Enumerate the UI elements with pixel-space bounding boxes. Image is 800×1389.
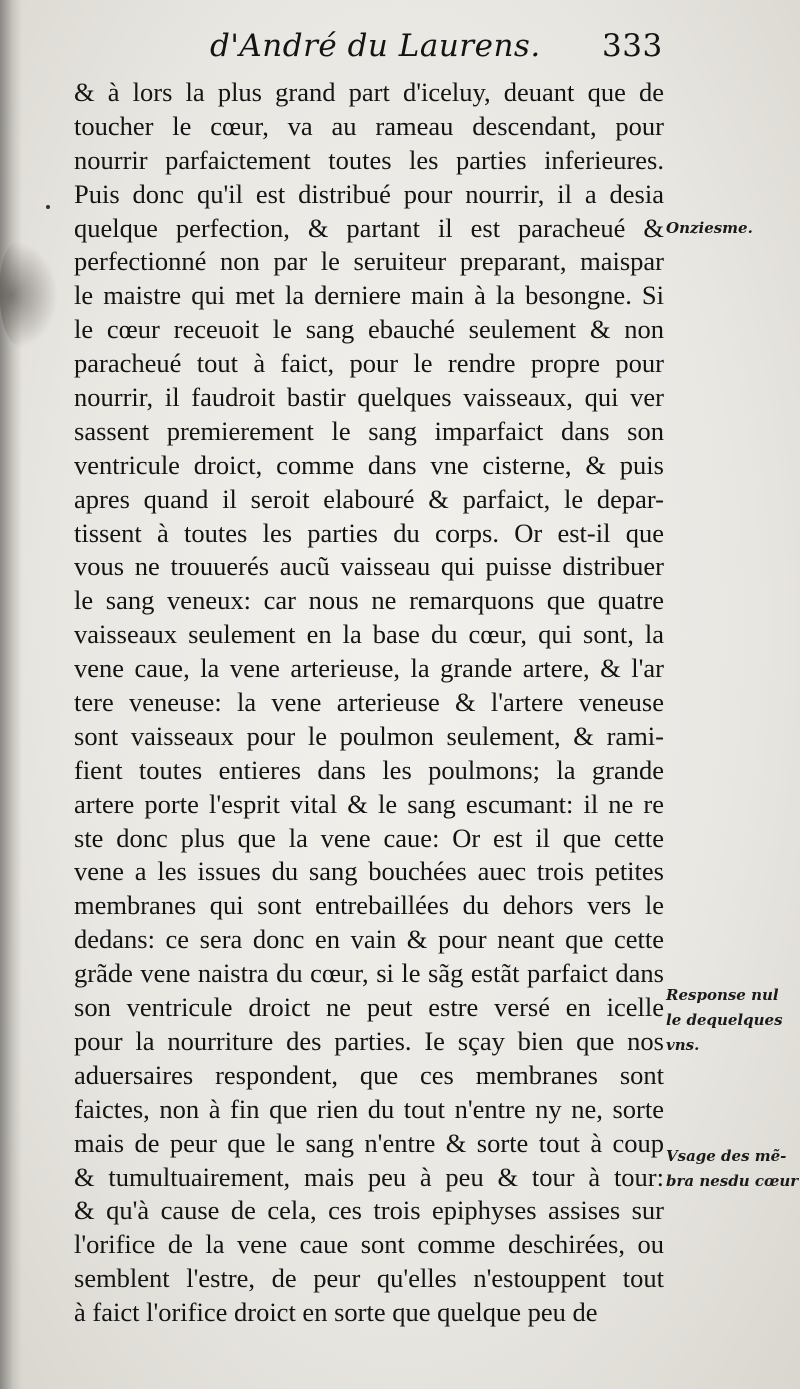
page-number: 333 xyxy=(602,28,663,64)
text-line: vene a les issues du sang bouchées auec trois petites xyxy=(74,856,664,887)
margin-note-usage xyxy=(666,1144,799,1194)
margin-note-line: vns. xyxy=(666,1036,700,1054)
text-line: membranes qui sont entrebaillées du dehors vers le xyxy=(74,890,664,921)
text-line: l'orifice de la vene caue sont comme deschirées, ou xyxy=(74,1229,664,1260)
text-line: le sang veneux: car nous ne remarquons que quatre xyxy=(74,585,664,616)
margin-note-line: Vsage des mẽ- xyxy=(666,1147,787,1165)
text-line: dedans: ce sera donc en vain & pour neant que cette xyxy=(74,924,664,955)
running-title: d'André du Laurens. xyxy=(210,28,541,64)
text-line: tissent à toutes les parties du corps. Or est-il que xyxy=(74,517,664,548)
running-head xyxy=(210,22,663,74)
text-line: & tumultuairement, mais peu à peu & tour à tour: xyxy=(74,1161,664,1192)
text-line: pour la nourriture des parties. Ie sçay bien que nos xyxy=(74,1025,664,1056)
text-line: tere veneuse: la vene arterieuse & l'artere veneuse xyxy=(74,687,664,718)
body-text xyxy=(74,76,664,1330)
text-line: sont vaisseaux pour le poulmon seulement, & rami- xyxy=(74,720,664,751)
text-line: nourrir, il faudroit bastir quelques vaisseaux, qui ver xyxy=(74,382,664,413)
ink-stain xyxy=(0,240,58,350)
text-line: aduersaires respondent, que ces membranes sont xyxy=(74,1059,664,1090)
page-gutter-shadow xyxy=(0,0,22,1389)
text-line: & à lors la plus grand part d'iceluy, deuant que de xyxy=(74,77,664,107)
text-line: nourrir parfaictement toutes les parties inferieures. xyxy=(74,144,664,175)
text-line: paracheué tout à faict, pour le rendre propre pour xyxy=(74,348,664,379)
margin-note-line: Response nul xyxy=(666,986,779,1004)
text-line: perfectionné non par le seruiteur preparant, maispar xyxy=(74,246,664,277)
margin-note-response xyxy=(666,983,794,1058)
text-line: vene caue, la vene arterieuse, la grande artere, & l'ar xyxy=(74,653,664,684)
margin-mark xyxy=(46,205,50,209)
text-line: faictes, non à fin que rien du tout n'entre ny ne, sorte xyxy=(74,1093,664,1124)
text-line: à faict l'orifice droict en sorte que quelque peu de xyxy=(74,1297,598,1328)
text-line: fient toutes entieres dans les poulmons; la grande xyxy=(74,754,664,785)
text-line: toucher le cœur, va au rameau descendant, pour xyxy=(74,110,664,141)
text-line: son ventricule droict ne peut estre versé en icelle xyxy=(74,992,664,1023)
text-line: grãde vene naistra du cœur, si le sãg estãt parfaict dans xyxy=(74,958,664,989)
text-line: quelque perfection, & partant il est paracheué & xyxy=(74,212,664,243)
text-line: le cœur receuoit le sang ebauché seulement & non xyxy=(74,314,664,345)
text-line: vaisseaux seulement en la base du cœur, qui sont, la xyxy=(74,619,664,650)
margin-note-line: bra nesdu cœur xyxy=(666,1172,799,1190)
text-line: Puis donc qu'il est distribué pour nourrir, il a desia xyxy=(74,178,664,209)
text-line: & qu'à cause de cela, ces trois epiphyses assises sur xyxy=(74,1195,664,1226)
text-line: vous ne trouuerés aucũ vaisseau qui puisse distribuer xyxy=(74,551,664,582)
margin-note-line: le dequelques xyxy=(666,1011,783,1029)
margin-note-line: Onziesme. xyxy=(666,219,753,237)
text-line: ventricule droict, comme dans vne cisterne, & puis xyxy=(74,449,664,480)
text-line: apres quand il seroit elabouré & parfaict, le depar- xyxy=(74,483,664,514)
text-line: le maistre qui met la derniere main à la besongne. Si xyxy=(74,280,664,311)
margin-note-onziesme xyxy=(666,216,794,241)
text-line: semblent l'estre, de peur qu'elles n'estouppent tout xyxy=(74,1263,664,1294)
text-line: mais de peur que le sang n'entre & sorte tout à coup xyxy=(74,1127,664,1158)
text-line: artere porte l'esprit vital & le sang escumant: il ne re xyxy=(74,788,664,819)
text-line: ste donc plus que la vene caue: Or est il que cette xyxy=(74,822,664,853)
text-line: sassent premierement le sang imparfaict dans son xyxy=(74,415,664,446)
